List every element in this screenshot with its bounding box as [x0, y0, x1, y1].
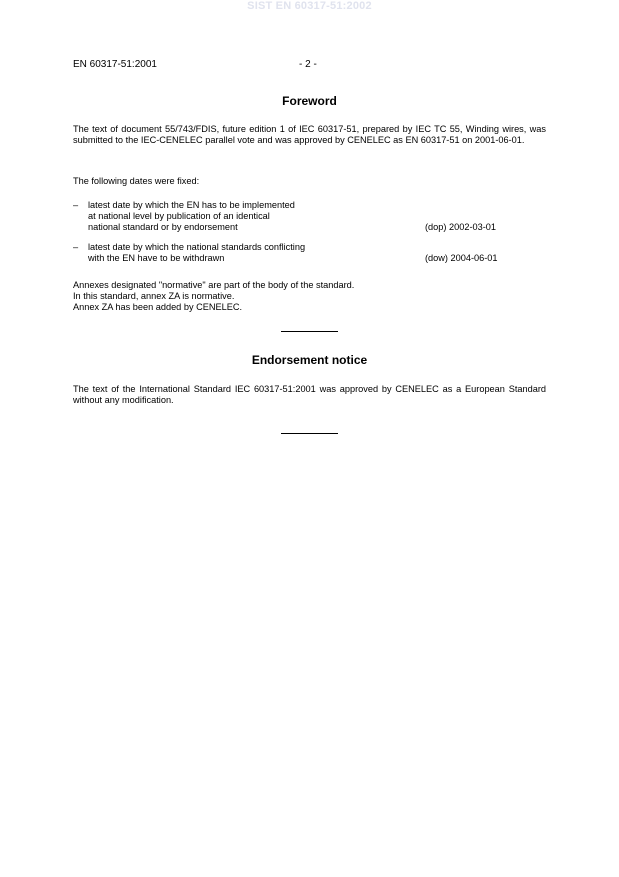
section-divider	[281, 331, 338, 332]
end-divider	[281, 433, 338, 434]
page-number: - 2 -	[299, 59, 317, 70]
annex-notes	[73, 280, 546, 312]
annex-note-line: In this standard, annex ZA is normative.	[73, 290, 235, 301]
date-item-line: with the EN have to be withdrawn	[88, 252, 225, 263]
date-item-line: national standard or by endorsement	[88, 221, 238, 232]
foreword-heading: Foreword	[282, 94, 337, 108]
date-item-text	[88, 242, 418, 264]
date-value-dow: (dow) 2004-06-01	[425, 252, 498, 263]
foreword-intro: The text of document 55/743/FDIS, future edition 1 of IEC 60317-51, prepared by IEC TC 55, Winding wires, was submitted to the IEC-CENELEC parallel vote and was approved by CENELEC as EN 60317-51 on 2001-06-01.	[73, 124, 546, 145]
page-header	[73, 59, 546, 73]
date-item-dow	[73, 242, 546, 264]
dates-intro: The following dates were fixed:	[73, 176, 200, 186]
date-item-line: latest date by which the national standards conflicting	[88, 242, 306, 252]
endorsement-heading: Endorsement notice	[251, 353, 368, 367]
annex-note-line: Annex ZA has been added by CENELEC.	[73, 301, 243, 312]
date-value-dop: (dop) 2002-03-01	[425, 221, 496, 232]
date-item-dop	[73, 200, 546, 233]
date-item-line: latest date by which the EN has to be implemented	[88, 200, 295, 210]
annex-note-line: Annexes designated "normative" are part of the body of the standard.	[73, 280, 355, 290]
document-reference: EN 60317-51:2001	[73, 59, 157, 70]
dash-bullet: –	[73, 200, 79, 210]
endorsement-text: The text of the International Standard IEC 60317-51:2001 was approved by CENELEC as a European Standard without any modification.	[73, 384, 546, 405]
dash-bullet: –	[73, 242, 79, 252]
date-item-line: at national level by publication of an identical	[88, 210, 270, 221]
date-item-text	[88, 200, 418, 232]
watermark: SIST EN 60317-51:2002	[247, 0, 372, 12]
